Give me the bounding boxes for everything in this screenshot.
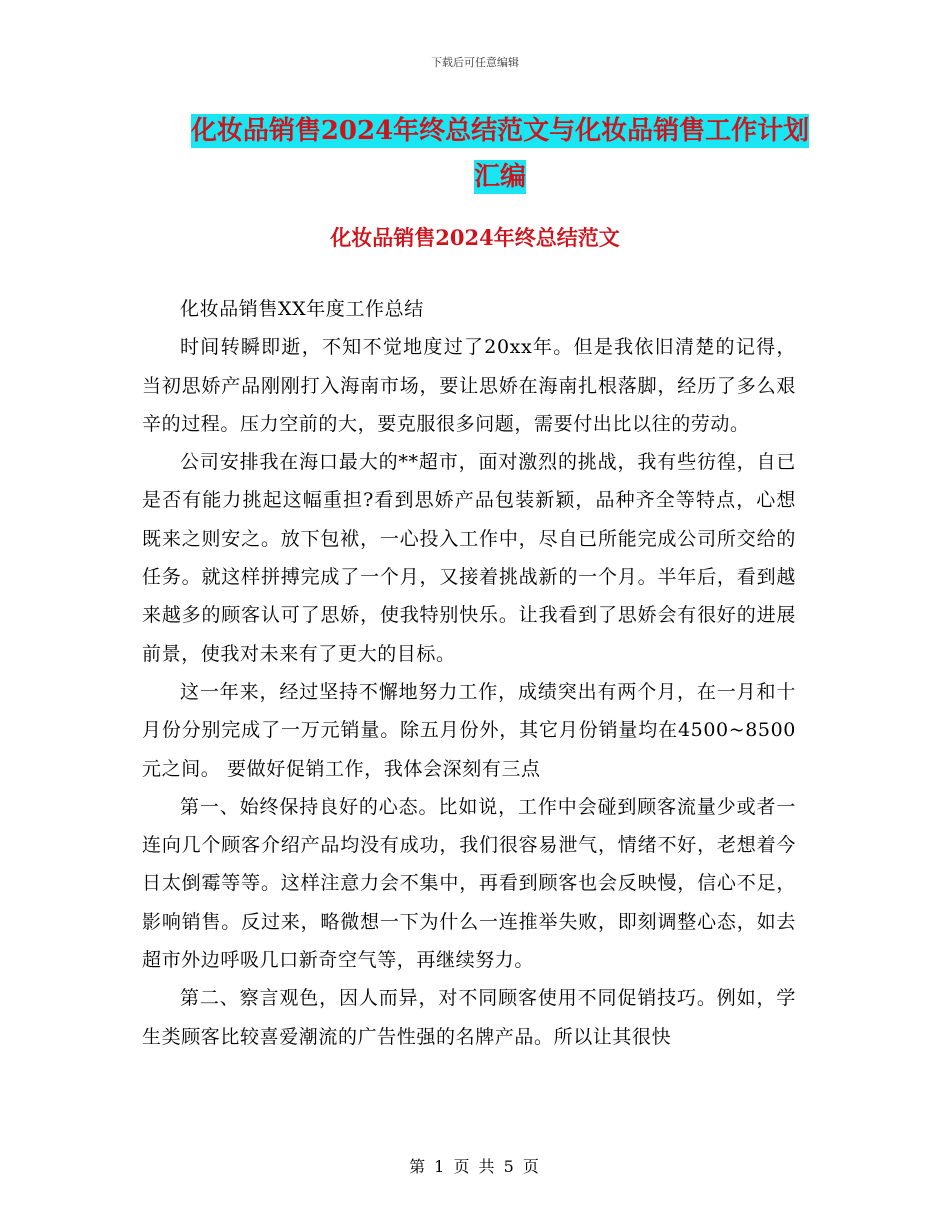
document-title-line2: 汇编 xyxy=(473,162,526,192)
page-footer: 第 1 页 共 5 页 xyxy=(409,1157,541,1176)
document-body xyxy=(142,290,796,1056)
paragraph: 公司安排我在海口最大的**超市，面对激烈的挑战，我有些彷徨，自已是否有能力挑起这幅重担?看到思娇产品包装新颖，品种齐全等特点，心想既来之则安之。放下包袱，一心投入工作中，尽自已所能完成公司所交给的任务。就这样拼搏完成了一个月，又接着挑战新的一个月。半年后，看到越来越多的顾客认可了思娇，使我特别快乐。让我看到了思娇会有很好的进展前景，使我对未来有了更大的目标。 xyxy=(142,451,796,665)
document-title-line1: 化妆品销售2024年终总结范文与化妆品销售工作计划 xyxy=(190,116,810,146)
paragraph: 这一年来，经过坚持不懈地努力工作，成绩突出有两个月，在一月和十月份分别完成了一万元销量。除五月份外，其它月份销量均在4500~8500元之间。 要做好促销工作，我体会深刻有三点 xyxy=(142,680,796,780)
document-title xyxy=(140,108,860,200)
paragraph: 时间转瞬即逝，不知不觉地度过了20xx年。但是我依旧清楚的记得，当初思娇产品刚刚打入海南市场，要让思娇在海南扎根落脚，经历了多么艰辛的过程。压力空前的大，要克服很多问题，需要付出比以往的劳动。 xyxy=(142,336,796,435)
section-title: 化妆品销售2024年终总结范文 xyxy=(330,225,620,250)
paragraph: 第一、始终保持良好的心态。比如说，工作中会碰到顾客流量少或者一连向几个顾客介绍产品均没有成功，我们很容易泄气，情绪不好，老想着今日太倒霉等等。这样注意力会不集中，再看到顾客也会反映慢，信心不足，影响销售。反过来，略微想一下为什么一连推举失败，即刻调整心态，如去超市外边呼吸几口新奇空气等，再继续努力。 xyxy=(142,795,796,972)
paragraph: 化妆品销售XX年度工作总结 xyxy=(180,298,424,320)
paragraph: 第二、察言观色，因人而异，对不同顾客使用不同促销技巧。例如，学生类顾客比较喜爱潮流的广告性强的名牌产品。所以让其很快 xyxy=(142,987,796,1048)
header-note: 下载后可任意编辑 xyxy=(431,56,519,69)
